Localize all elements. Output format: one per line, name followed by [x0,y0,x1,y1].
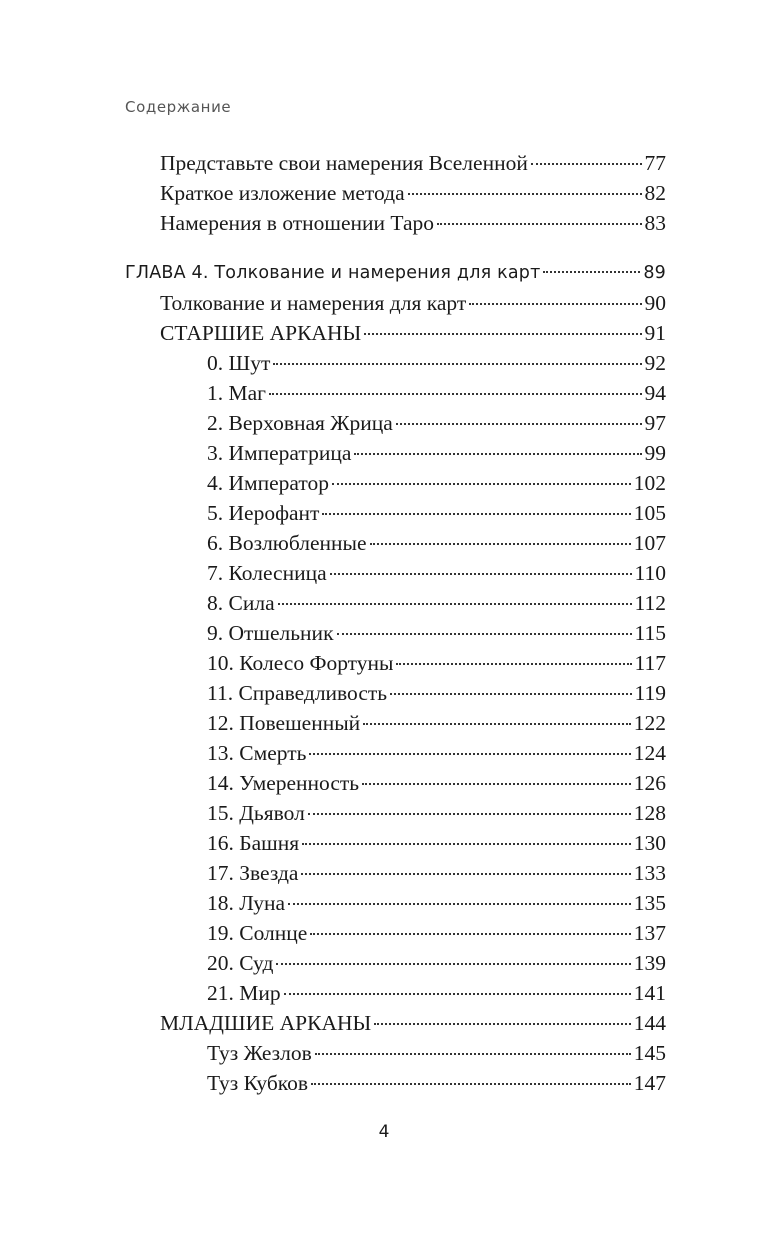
toc-entry[interactable] [207,378,666,408]
toc-entry-page: 139 [633,951,666,975]
toc-entry[interactable] [207,888,666,918]
toc-entry-page: 83 [644,211,666,235]
toc-entry-page: 77 [644,151,666,175]
toc-leader-dots [354,452,641,455]
toc-entry-page: 112 [634,591,666,615]
toc-entry-page: 102 [633,471,666,495]
toc-leader-dots [284,992,631,995]
toc-entry-page: 122 [633,711,666,735]
toc-entry-title: 5. Иерофант [207,501,320,525]
page-number: 4 [378,1122,390,1142]
toc-entry-page: 147 [633,1071,666,1095]
toc-leader-dots [309,752,630,755]
toc-entry[interactable] [207,828,666,858]
toc-entry[interactable] [207,618,666,648]
toc-leader-dots [269,392,642,395]
toc-entry-page: 115 [634,621,666,645]
toc-entry-title: 6. Возлюбленные [207,531,367,555]
toc-leader-dots [288,902,631,905]
toc-entry-page: 110 [634,561,666,585]
toc-leader-dots [330,572,632,575]
toc-entry-title: 11. Справедливость [207,681,388,705]
toc-leader-dots [543,270,640,273]
toc-entry-title: Толкование и намерения для карт [160,291,467,315]
toc-entry-title: СТАРШИЕ АРКАНЫ [160,321,362,345]
toc-chapter-entry[interactable] [125,258,666,288]
toc-entry-title: 16. Башня [207,831,300,855]
toc-entry-title: 18. Луна [207,891,286,915]
toc-entry[interactable] [207,468,666,498]
toc-entry[interactable] [207,408,666,438]
toc-entry[interactable] [160,208,666,238]
toc-entry-page: 145 [633,1041,666,1065]
toc-leader-dots [374,1022,631,1025]
toc-entry[interactable] [207,348,666,378]
toc-entry-title: Краткое изложение метода [160,181,405,205]
toc-entry-title: Намерения в отношении Таро [160,211,435,235]
toc-entry-title: 2. Верховная Жрица [207,411,393,435]
toc-entry-title: Туз Кубков [207,1071,309,1095]
toc-leader-dots [437,222,641,225]
toc-leader-dots [390,692,631,695]
toc-entry-title: 9. Отшельник [207,621,334,645]
toc-entry-title: 21. Мир [207,981,281,1005]
toc-entry[interactable] [160,1008,666,1038]
toc-entry[interactable] [160,318,666,348]
toc-entry-title: 10. Колесо Фортуны [207,651,394,675]
toc-leader-dots [310,932,630,935]
toc-entry[interactable] [160,148,666,178]
toc-entry[interactable] [207,738,666,768]
toc-entry[interactable] [207,438,666,468]
running-head: Содержание [125,98,232,116]
toc-leader-dots [276,962,630,965]
toc-entry-page: 119 [634,681,666,705]
toc-entry-title: 14. Умеренность [207,771,360,795]
toc-entry-page: 107 [633,531,666,555]
toc-leader-dots [302,842,631,845]
toc-leader-dots [315,1052,631,1055]
toc-entry-title: Туз Жезлов [207,1041,312,1065]
toc-leader-dots [469,302,641,305]
toc-leader-dots [396,662,631,665]
toc-entry-page: 128 [633,801,666,825]
toc-entry-page: 90 [644,291,666,315]
toc-entry[interactable] [207,948,666,978]
toc-leader-dots [301,872,630,875]
toc-leader-dots [531,162,642,165]
toc-entry-page: 82 [644,181,666,205]
toc-leader-dots [396,422,642,425]
toc-entry[interactable] [207,858,666,888]
toc-entry-title: 19. Солнце [207,921,308,945]
toc-entry[interactable] [207,648,666,678]
toc-leader-dots [337,632,632,635]
toc-entry-page: 91 [644,321,666,345]
toc-entry-page: 89 [643,263,666,283]
toc-entry-title: 15. Дьявол [207,801,305,825]
toc-leader-dots [362,782,631,785]
toc-entry-page: 99 [644,441,666,465]
toc-entry[interactable] [160,178,666,208]
toc-entry-title: ГЛАВА 4. Толкование и намерения для карт [125,263,541,283]
toc-leader-dots [273,362,641,365]
toc-entry-page: 117 [634,651,666,675]
toc-entry[interactable] [207,978,666,1008]
toc-entry-title: 17. Звезда [207,861,299,885]
toc-entry-page: 94 [644,381,666,405]
toc-entry-page: 97 [644,411,666,435]
toc-entry[interactable] [207,558,666,588]
toc-entry[interactable] [207,1068,666,1098]
toc-leader-dots [363,722,631,725]
toc-entry-title: 1. Маг [207,381,266,405]
toc-entry[interactable] [207,708,666,738]
toc-entry-page: 105 [633,501,666,525]
toc-entry-page: 144 [633,1011,666,1035]
toc-entry-page: 137 [633,921,666,945]
toc-entry-title: 8. Сила [207,591,275,615]
toc-entry-title: 20. Суд [207,951,274,975]
toc-entry[interactable] [207,798,666,828]
toc-entry-page: 135 [633,891,666,915]
toc-entry-page: 130 [633,831,666,855]
toc-entry[interactable] [207,918,666,948]
toc-leader-dots [364,332,641,335]
toc-leader-dots [278,602,632,605]
toc-entry-title: 4. Император [207,471,330,495]
toc-entry[interactable] [207,768,666,798]
toc-entry-page: 92 [644,351,666,375]
toc-entry[interactable] [207,498,666,528]
toc-leader-dots [370,542,631,545]
toc-leader-dots [322,512,630,515]
toc-entry-title: 7. Колесница [207,561,327,585]
toc-entry-title: 12. Повешенный [207,711,361,735]
toc-leader-dots [308,812,631,815]
toc-entry-title: МЛАДШИЕ АРКАНЫ [160,1011,372,1035]
toc-entry[interactable] [207,528,666,558]
toc-entry-page: 126 [633,771,666,795]
toc-entry-page: 141 [633,981,666,1005]
toc-leader-dots [311,1082,631,1085]
toc-entry[interactable] [207,678,666,708]
toc-leader-dots [332,482,631,485]
toc-entry[interactable] [207,1038,666,1068]
toc-entry[interactable] [160,288,666,318]
toc-entry-title: 0. Шут [207,351,271,375]
toc-entry-page: 133 [633,861,666,885]
toc-leader-dots [408,192,642,195]
toc-entry-title: 13. Смерть [207,741,307,765]
toc-entry-title: Представьте свои намерения Вселенной [160,151,528,175]
toc-entry[interactable] [207,588,666,618]
toc-entry-page: 124 [633,741,666,765]
toc-entry-title: 3. Императрица [207,441,352,465]
